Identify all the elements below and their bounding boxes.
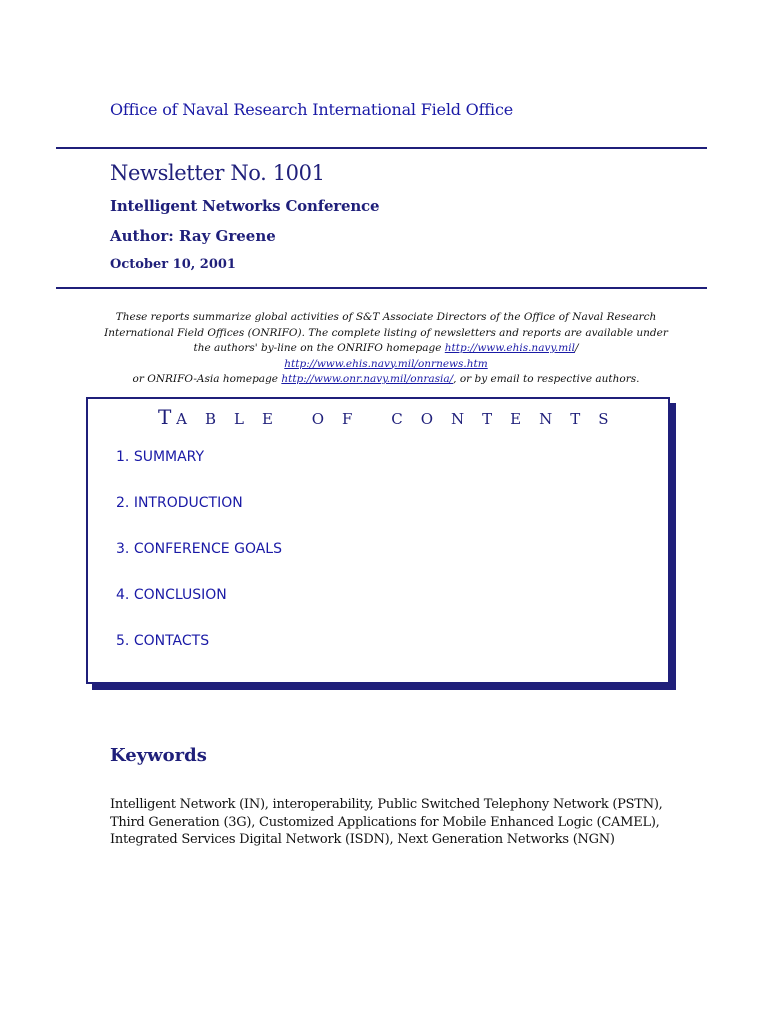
toc-title-letter: T: [570, 410, 581, 428]
toc-title-letter: E: [510, 410, 522, 428]
toc-item-summary[interactable]: [116, 449, 204, 465]
table-of-contents: [86, 397, 670, 684]
toc-item-contacts[interactable]: [116, 633, 209, 649]
toc-item-number: 3.: [116, 541, 130, 557]
toc-title-letter: C: [391, 410, 403, 428]
toc-item-label: CONTACTS: [133, 633, 210, 649]
toc-item-label: SUMMARY: [133, 449, 205, 465]
toc-item-introduction[interactable]: [116, 495, 243, 511]
onrasia-link[interactable]: http://www.onr.navy.mil/onrasia/: [281, 373, 454, 385]
office-title: Office of Naval Research International Field Office: [110, 100, 513, 119]
toc-title-word-able: [176, 410, 273, 428]
toc-title-letter: E: [261, 410, 273, 428]
toc-item-number: 1.: [116, 449, 130, 465]
header-divider: [56, 287, 707, 289]
intro-text-2: or ONRIFO-Asia homepage: [132, 373, 278, 385]
conference-title: Intelligent Networks Conference: [110, 197, 380, 215]
toc-title-letter: F: [342, 410, 353, 428]
intro-text-3: , or by email to respective authors.: [453, 373, 640, 385]
ehis-homepage-link[interactable]: http://www.ehis.navy.mil: [444, 342, 575, 354]
intro-paragraph: [96, 310, 676, 388]
keywords-heading: Keywords: [110, 745, 207, 766]
toc-item-label: CONCLUSION: [133, 587, 227, 603]
toc-title-letter: T: [482, 410, 493, 428]
toc-title-letter: N: [451, 410, 465, 428]
toc-title-initial: T: [158, 405, 172, 429]
toc-item-number: 5.: [116, 633, 130, 649]
toc-title-letter: A: [176, 410, 187, 428]
toc-item-number: 2.: [116, 495, 130, 511]
toc-title-letter: O: [311, 410, 325, 428]
toc-title-letter: L: [234, 410, 244, 428]
publication-date: October 10, 2001: [110, 257, 236, 272]
toc-title-letter: S: [598, 410, 609, 428]
keywords-body: Intelligent Network (IN), interoperability, Public Switched Telephony Network (PSTN), Third Generation (3G), Customized Applications for Mobile Enhanced Logic (CAMEL), Integrated Services Digital Network (ISDN), Next Generation Networks (NGN): [110, 797, 663, 847]
toc-item-label: INTRODUCTION: [133, 495, 243, 511]
intro-text-1: These reports summarize global activities of S&T Associate Directors of the Office of Naval Research International Field Offices (ONRIFO). The complete listing of newsletters and reports are available under the authors' by-line on the ONRIFO homepage: [104, 311, 668, 354]
toc-item-number: 4.: [116, 587, 130, 603]
toc-item-conclusion[interactable]: [116, 587, 227, 603]
toc-item-conference-goals[interactable]: [116, 541, 282, 557]
newsletter-number: Newsletter No. 1001: [110, 161, 325, 185]
toc-item-label: CONFERENCE GOALS: [133, 541, 282, 557]
top-divider: [56, 147, 707, 149]
link-separator: /: [574, 342, 579, 354]
toc-title-word-contents: [391, 410, 608, 428]
author-line: Author: Ray Greene: [110, 227, 276, 245]
toc-title-letter: O: [420, 410, 434, 428]
toc-title-letter: B: [204, 410, 216, 428]
onrnews-link[interactable]: http://www.ehis.navy.mil/onrnews.htm: [284, 357, 488, 370]
toc-title-letter: N: [539, 410, 553, 428]
toc-title: [158, 405, 609, 429]
toc-title-word-of: [312, 410, 353, 428]
